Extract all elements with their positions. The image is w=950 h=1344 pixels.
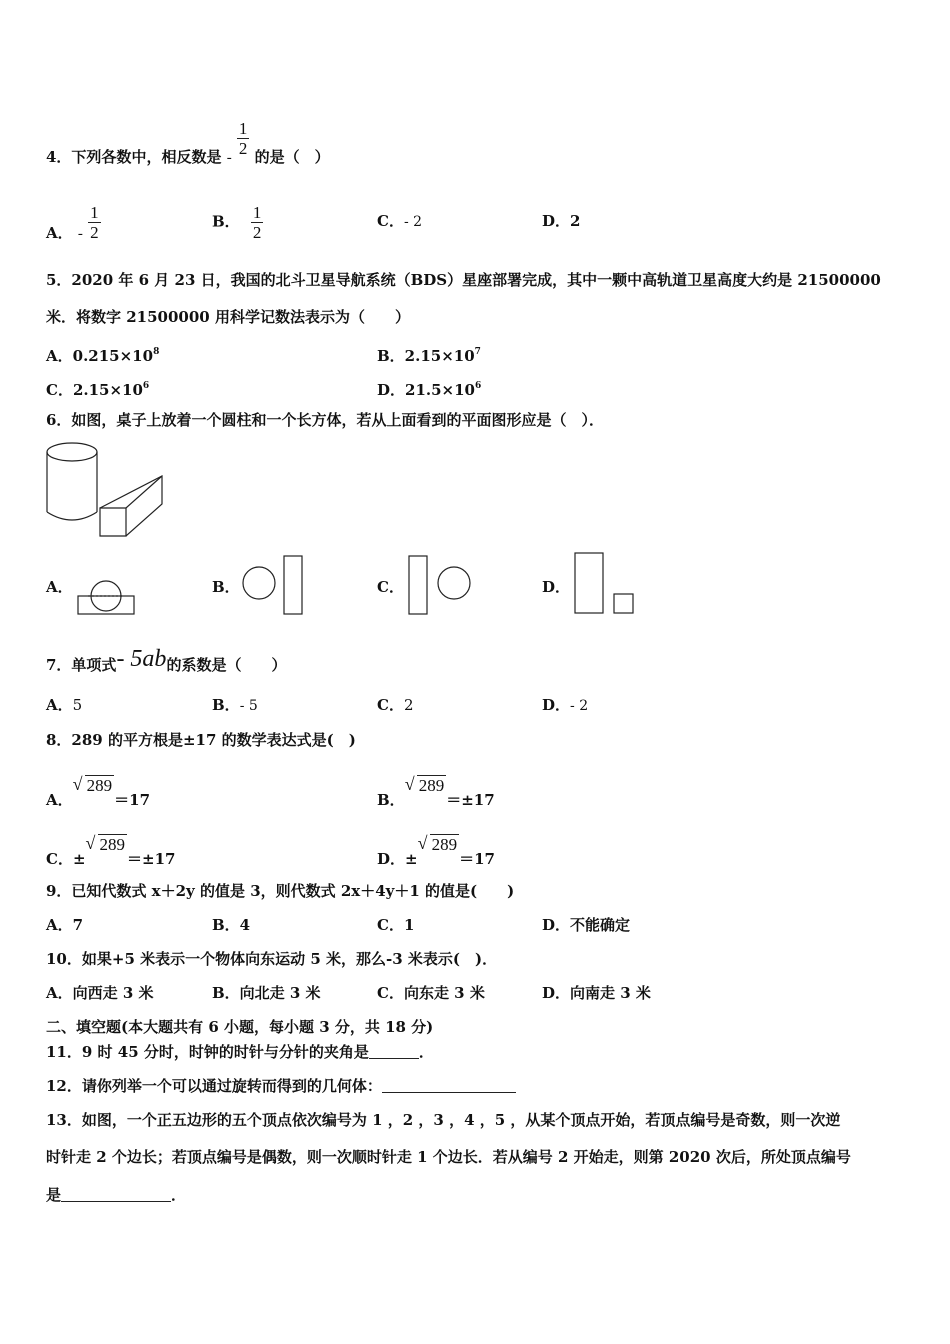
q10-option-a: A．向西走 3 米 bbox=[46, 984, 154, 1002]
q6-option-b-figure bbox=[240, 553, 310, 619]
q6-option-d-label: D． bbox=[542, 578, 571, 596]
q10-option-d: D．向南走 3 米 bbox=[542, 984, 651, 1002]
q10-option-c: C．向东走 3 米 bbox=[377, 984, 485, 1002]
section-2-heading: 二、填空题(本大题共有 6 小题，每小题 3 分，共 18 分) bbox=[46, 1018, 434, 1036]
q4-option-b: B． $\frac{1}{2}$ bbox=[212, 203, 262, 242]
q5-option-a: A．$0.215\times 10^8$ bbox=[46, 347, 160, 365]
q5-option-c: C．$2.15\times 10^6$ bbox=[46, 381, 150, 399]
q8-option-c: C．± √ 289＝±17 bbox=[46, 833, 176, 868]
q13-line2: 时针走 2 个边长；若顶点编号是偶数，则一次顺时针走 1 个边长．若从编号 2 开始走，则第 2020 次后，所处顶点编号 bbox=[46, 1148, 851, 1166]
q13-line1: 13．如图，一个正五边形的五个顶点依次编号为 1 ，2 ，3 ，4 ，5 ，从某个顶点开始，若顶点编号是奇数，则一次逆 bbox=[46, 1111, 841, 1129]
q4-stem-fraction: $\frac{1}{2}$ bbox=[238, 119, 248, 158]
q4-stem: 4．下列各数中，相反数是 - $\frac{1}{2}$ 的是（ ） bbox=[46, 119, 330, 166]
q7-option-a: A．5 bbox=[46, 696, 83, 714]
q6-option-b-label: B． bbox=[212, 578, 240, 596]
q11-answer-blank[interactable] bbox=[369, 1044, 419, 1059]
q5-stem-line1: 5．2020 年 6 月 23 日，我国的北斗卫星导航系统（BDS）星座部署完成，其中一颗中高轨道卫星高度大约是 21500000 bbox=[46, 271, 881, 289]
q7-stem: 7．单项式- 5ab的系数是（ ） bbox=[46, 646, 287, 674]
q10-option-b: B．向北走 3 米 bbox=[212, 984, 321, 1002]
q4-a-fraction: $\frac{1}{2}$ bbox=[90, 203, 99, 242]
q8-option-a: A． √ 289＝17 bbox=[46, 774, 151, 809]
q7-option-c: C．2 bbox=[377, 696, 414, 714]
q6-option-a-figure bbox=[76, 578, 138, 618]
q8-stem: 8．289 的平方根是±17 的数学表达式是( ) bbox=[46, 731, 356, 749]
q6-figure-cylinder-and-box bbox=[44, 440, 174, 542]
q6-option-c-figure bbox=[406, 553, 476, 619]
q4-option-a: A． - $\frac{1}{2}$ bbox=[46, 203, 99, 242]
q8-d-sqrt: √ 289 bbox=[417, 833, 458, 854]
q7-monomial: - 5ab bbox=[116, 646, 167, 672]
q9-option-a: A．7 bbox=[46, 916, 84, 934]
q4-b-fraction: $\frac{1}{2}$ bbox=[252, 203, 262, 242]
q8-option-d: D．± √ 289＝17 bbox=[377, 833, 495, 868]
q5-stem-line2: 米．将数字 21500000 用科学记数法表示为（ ） bbox=[46, 308, 410, 326]
q6-option-a-label: A． bbox=[46, 578, 73, 596]
q4-option-c: C．- 2 bbox=[377, 212, 423, 230]
q6-stem: 6．如图，桌子上放着一个圆柱和一个长方体，若从上面看到的平面图形应是（ ）． bbox=[46, 411, 604, 429]
q9-option-c: C．1 bbox=[377, 916, 415, 934]
q5-option-d: D．$21.5\times 10^6$ bbox=[377, 381, 482, 399]
q12-answer-blank[interactable] bbox=[382, 1078, 516, 1093]
q13-line3: 是 ． bbox=[46, 1186, 187, 1204]
q4-stem-sign: - bbox=[226, 150, 232, 166]
q7-option-b: B．- 5 bbox=[212, 696, 258, 714]
q9-option-d: D．不能确定 bbox=[542, 916, 631, 934]
q7-option-d: D．- 2 bbox=[542, 696, 589, 714]
q10-stem: 10．如果+5 米表示一个物体向东运动 5 米，那么-3 米表示( )． bbox=[46, 950, 498, 968]
q12-stem: 12．请你列举一个可以通过旋转而得到的几何体： bbox=[46, 1077, 516, 1095]
q11-stem: 11．9 时 45 分时，时钟的时针与分针的夹角是 ． bbox=[46, 1043, 434, 1061]
q9-stem: 9．已知代数式 x＋2y 的值是 3，则代数式 2x＋4y＋1 的值是( ) bbox=[46, 882, 515, 900]
q8-c-sqrt: √ 289 bbox=[85, 833, 126, 854]
q13-answer-blank[interactable] bbox=[61, 1187, 171, 1202]
q9-option-b: B．4 bbox=[212, 916, 251, 934]
q6-option-d-figure bbox=[572, 550, 638, 618]
q4-option-d: D．2 bbox=[542, 212, 581, 230]
q6-option-c-label: C． bbox=[377, 578, 404, 596]
q8-option-b: B． √ 289＝±17 bbox=[377, 774, 495, 809]
q8-a-sqrt: √ 289 bbox=[72, 774, 113, 795]
q5-option-b: B．$2.15\times 10^7$ bbox=[377, 347, 481, 365]
q8-b-sqrt: √ 289 bbox=[404, 774, 445, 795]
